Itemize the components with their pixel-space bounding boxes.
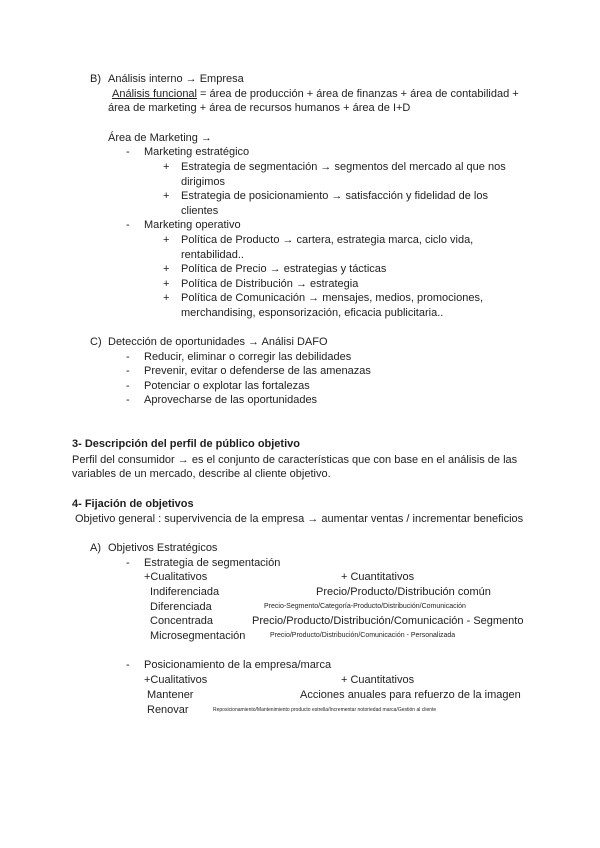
segmentacion-label: Estrategia de segmentación xyxy=(144,557,281,569)
list-item: Política de Distribución → estrategia xyxy=(181,278,359,290)
objetivo-general: Objetivo general : supervivencia de la empresa → aumentar ventas / incrementar beneficios xyxy=(75,513,524,525)
table-row-right: Precio-Segmento/Categoría-Producto/Distribución/Comunicación xyxy=(264,603,466,610)
posicionamiento-label: Posicionamiento de la empresa/marca xyxy=(144,659,332,671)
section-3-text: Perfil del consumidor → es el conjunto de características que con base en el análisis de las xyxy=(72,454,518,466)
table-row-left: Mantener xyxy=(147,689,194,701)
section-b-marker: B) xyxy=(90,73,101,85)
section-3-text-cont: variables de un mercado, describe al cliente objetivo. xyxy=(72,468,331,480)
list-item: Prevenir, evitar o defenderse de las amenazas xyxy=(144,365,371,377)
col-cuantitativos: + Cuantitativos xyxy=(341,674,415,686)
section-b-title: Análisis interno → Empresa xyxy=(108,73,244,85)
list-item: Política de Producto → cartera, estrategia marca, ciclo vida, xyxy=(181,234,474,246)
list-item-cont: clientes xyxy=(181,205,219,217)
bullet-plus: + xyxy=(163,263,170,275)
bullet-dash: - xyxy=(126,351,130,363)
col-cualitativos: +Cualitativos xyxy=(144,571,208,583)
funcional-line xyxy=(112,87,519,101)
bullet-dash: - xyxy=(126,219,130,231)
section-c-marker: C) xyxy=(90,336,102,348)
table-row-left: Microsegmentación xyxy=(150,630,246,642)
col-cualitativos: +Cualitativos xyxy=(144,674,208,686)
list-item: Potenciar o explotar las fortalezas xyxy=(144,380,310,392)
bullet-plus: + xyxy=(163,234,170,246)
bullet-dash: - xyxy=(126,146,130,158)
section-3-heading: 3- Descripción del perfil de público objetivo xyxy=(72,438,300,450)
table-row-left: Renovar xyxy=(147,704,189,716)
bullet-dash: - xyxy=(126,557,130,569)
marketing-title: Área de Marketing → xyxy=(108,132,212,144)
bullet-dash: - xyxy=(126,394,130,406)
bullet-dash: - xyxy=(126,380,130,392)
list-item: Política de Comunicación → mensajes, medios, promociones, xyxy=(181,292,484,304)
funcional-label: Análisis funcional xyxy=(112,88,197,100)
list-item-cont: dirigimos xyxy=(181,176,226,188)
marketing-operativo-label: Marketing operativo xyxy=(144,219,241,231)
bullet-plus: + xyxy=(163,278,170,290)
list-item-cont: merchandising, esponsorización, eficacia publicitaria.. xyxy=(181,307,444,319)
list-item: Estrategia de posicionamiento → satisfacción y fidelidad de los xyxy=(181,190,488,202)
table-row-right: Acciones anuales para refuerzo de la imagen xyxy=(300,689,521,701)
list-item: Aprovecharse de las oportunidades xyxy=(144,394,318,406)
section-c-title: Detección de oportunidades → Análisi DAFO xyxy=(108,336,328,348)
bullet-plus: + xyxy=(163,161,170,173)
col-cuantitativos: + Cuantitativos xyxy=(341,571,415,583)
table-row-left: Diferenciada xyxy=(150,601,212,613)
bullet-plus: + xyxy=(163,190,170,202)
bullet-dash: - xyxy=(126,365,130,377)
section-a-title: Objetivos Estratégicos xyxy=(108,542,218,554)
table-row-right: Precio/Producto/Distribución/Comunicación - Segmento xyxy=(252,615,524,627)
bullet-plus: + xyxy=(163,292,170,304)
table-row-right: Reposicionamiento/Mantenimiento producto estrella/Incrementar notoriedad marca/Gestión al cliente xyxy=(213,707,437,713)
funcional-text-cont: área de marketing + área de recursos humanos + área de I+D xyxy=(108,102,411,114)
list-item: Reducir, eliminar o corregir las debilidades xyxy=(144,351,352,363)
table-row-right: Precio/Producto/Distribución/Comunicación - Personalizada xyxy=(270,632,456,639)
list-item: Política de Precio → estrategias y tácticas xyxy=(181,263,387,275)
bullet-dash: - xyxy=(126,659,130,671)
section-4-heading: 4- Fijación de objetivos xyxy=(72,498,194,510)
list-item: Estrategia de segmentación → segmentos del mercado al que nos xyxy=(181,161,506,173)
list-item-cont: rentabilidad.. xyxy=(181,249,244,261)
section-a-marker: A) xyxy=(90,542,101,554)
table-row-right: Precio/Producto/Distribución común xyxy=(316,586,491,598)
marketing-estrategico-label: Marketing estratégico xyxy=(144,146,250,158)
table-row-left: Indiferenciada xyxy=(150,586,220,598)
table-row-left: Concentrada xyxy=(150,615,213,627)
funcional-text: = área de producción + área de finanzas + área de contabilidad + xyxy=(197,88,519,100)
